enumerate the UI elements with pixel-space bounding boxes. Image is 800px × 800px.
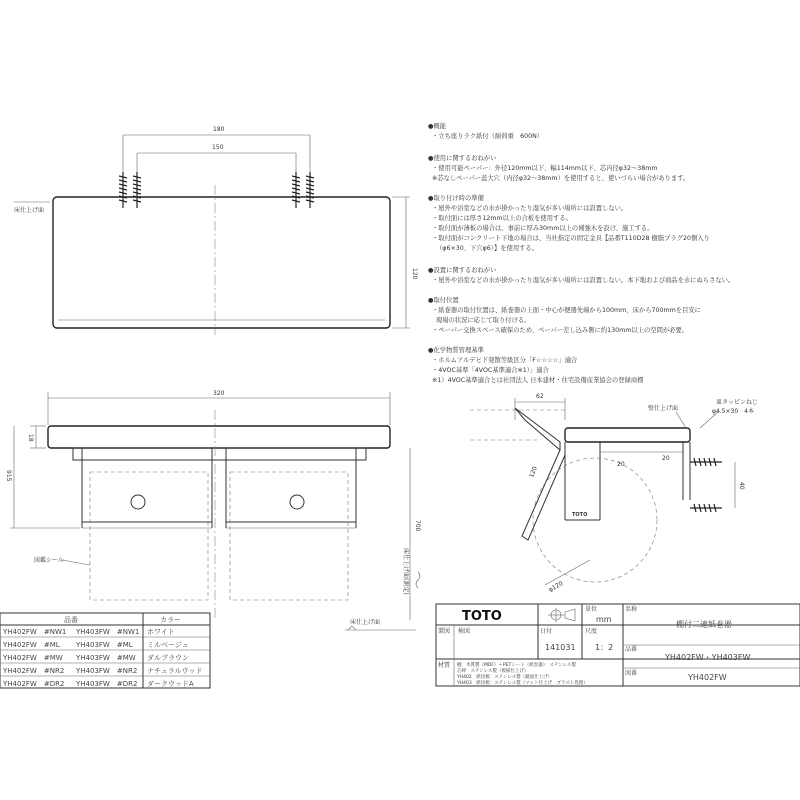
projection-symbol-icon (548, 608, 575, 622)
bottom-view (5, 390, 421, 630)
shelf-front (53, 197, 390, 328)
note-line: ・紙巻器の取付位置は、紙巻器の上面・中心が便器先端から100mm、床から700mmを目安に (432, 307, 701, 314)
date-value: 141031 (545, 643, 576, 652)
dim-700: 700 (414, 520, 421, 532)
name-label: 名称 (625, 606, 638, 613)
material-line: 芯棒：ステンレス製（模様仕上げ） (457, 669, 529, 674)
product-label: 品番 (625, 646, 638, 653)
drawing-no-label: 図番 (625, 670, 638, 677)
table-cell: YH402FW #MW (3, 654, 63, 662)
notes (428, 121, 734, 384)
paper-roll-right (230, 472, 348, 600)
screw-spec-label: φ4.5×30 4本 (712, 408, 754, 415)
drawing-no-value: YH402FW (688, 673, 727, 682)
table-cell: YH403FW #NR2 (76, 667, 138, 675)
material-label: 材質 (438, 662, 451, 669)
dim-120: 120 (528, 465, 539, 479)
note-title: ●使用に関するおねがい (428, 155, 497, 162)
table-cell: YH403FW #DR2 (76, 680, 138, 688)
drawn-label: 製図 (438, 628, 451, 635)
side-view (470, 393, 758, 594)
note-line: ・4VOC基準「4VOC基準適合※1）」適合 (432, 367, 549, 374)
table-cell: ナチュラルウッド (147, 667, 203, 675)
table-cell: ダルブラウン (147, 654, 189, 662)
table-cell: YH402FW #DR2 (3, 680, 65, 688)
dim-20b: 20 (662, 455, 670, 462)
shield-seal-icon (290, 495, 304, 509)
screw-icon (690, 504, 722, 512)
note-line: ・使用可能ペーパー：外径120mm以下、幅114mm以下、芯内径φ32～38mm (432, 165, 658, 172)
dim-width: 320 (213, 390, 225, 397)
note-line: ・ペーパー交換スペース確保のため、ペーパー差し込み側に約130mm以上の空間が必要。 (432, 327, 689, 334)
scale-value: 1：2 (595, 643, 614, 652)
product-value: YH402FW・YH403FW (665, 653, 751, 662)
note-line: （φ6×30、下穴φ6）】を使用する。 (436, 245, 539, 252)
dim-height: 120 (411, 268, 418, 280)
side-brand-mark: TOTO (572, 512, 588, 518)
shield-seal-icon (131, 495, 145, 509)
material-line: YH402 紙切板：ステンレス製（鏡面仕上げ） (457, 675, 553, 680)
note-title: ●取り付け時の準備 (428, 195, 484, 202)
table-cell: ホワイト (147, 628, 175, 636)
note-line: ・取付面が薄板の場合は、事前に厚み30mm以上の補強木を設け、施工する。 (432, 225, 654, 232)
dim-mount-total: 180 (213, 126, 225, 133)
note-line: ・屋外や浴室などの水が掛かったり湿気が多い場所には設置しない。本下地および商品を水にぬらさない。 (432, 277, 735, 284)
screw-label: 皿タッピンねじ (716, 399, 759, 406)
scale-label: 尺度 (585, 628, 598, 635)
table-cell: YH403FW #MW (76, 654, 136, 662)
dim-mount-inner: 150 (212, 144, 224, 151)
dim-20a: 20 (617, 461, 625, 468)
unit-value: mm (596, 615, 612, 624)
material-line: 棚：木質製（MDF）＋PETシート（紙巻器）：ステンレス製 (457, 663, 576, 668)
side-wall-label: 壁仕上げ面 (648, 405, 679, 412)
table-cell: ダークウッドA (147, 680, 194, 688)
table-cell: YH402FW #NR2 (3, 667, 65, 675)
table-cell: YH403FW #ML (76, 641, 133, 649)
note-title: ●取付位置 (428, 297, 459, 304)
screw-icon (119, 172, 127, 208)
front-view (14, 126, 418, 335)
note-title: ●設置に関するおねがい (428, 267, 497, 274)
check-label: 検図 (458, 628, 471, 635)
dim-62: 62 (536, 393, 544, 400)
side-shelf (565, 428, 690, 442)
material-line: YH403 紙切板：ステンレス製（マット仕上げ ブラスト処理） (457, 681, 588, 686)
note-line: ・立ち座りラク紙付（耐荷重 600N） (432, 133, 544, 140)
table-cell: ミルベージュ (147, 641, 189, 649)
note-line: 現場の状況に応じて取り付ける。 (436, 317, 531, 324)
note-title: ●化学物質管理基準 (428, 347, 484, 354)
floor-label: 床仕上げ面 (350, 619, 381, 626)
name-value: 棚付二連紙巻器 (676, 620, 732, 629)
toto-logo: TOTO (462, 609, 502, 624)
title-block (436, 604, 800, 686)
table-header-color: カラー (160, 616, 181, 624)
screw-icon (292, 172, 300, 208)
table-cell: YH403FW #NW1 (76, 628, 140, 636)
table-header-part: 品番 (64, 616, 78, 624)
screw-icon (306, 172, 314, 208)
table-cell: YH402FW #ML (3, 641, 60, 649)
date-label: 日付 (540, 628, 553, 635)
note-line: ※1）4VOC基準適合とは社団法人 日本建材・住宅設備産業協会の登録商標 (432, 377, 644, 384)
note-line: ・取付面には厚さ12mm以上の合板を使用する。 (432, 215, 572, 222)
dim-40: 40 (738, 482, 745, 490)
table-cell: YH402FW #NW1 (3, 628, 67, 636)
parts-table (0, 613, 210, 688)
paper-roll-left (90, 472, 208, 600)
screw-icon (133, 172, 141, 208)
shelf-bottom (48, 426, 390, 448)
note-line: ・取付面がコンクリート下地の場合は、当社指定の固定金具【品番T110D28 樹脂プラグ20個入り (432, 235, 710, 242)
floor-level-label: 床仕上げ面(測定) (402, 548, 409, 595)
note-line: ※芯なしペーパー蕊大穴（内径φ32～38mm）を使用すると、使いづらい場合があります。 (432, 175, 690, 182)
shield-label: 図鑑シール (34, 557, 64, 564)
note-line: ・屋外や浴室などの水が掛かったり湿気が多い場所には設置しない。 (432, 205, 628, 212)
dim-18: 18 (27, 434, 34, 442)
unit-label: 単位 (585, 606, 598, 613)
note-title: ●概能 (428, 123, 447, 130)
screw-icon (690, 458, 722, 466)
note-line: ・ホルムアルデヒド発散等級区分「F☆☆☆☆」適合 (432, 357, 578, 364)
dim-phi: φ120 (547, 579, 565, 594)
dim-915: 915 (5, 470, 12, 482)
holder-bracket (73, 448, 366, 460)
wall-label: 床仕上げ面 (14, 207, 45, 214)
